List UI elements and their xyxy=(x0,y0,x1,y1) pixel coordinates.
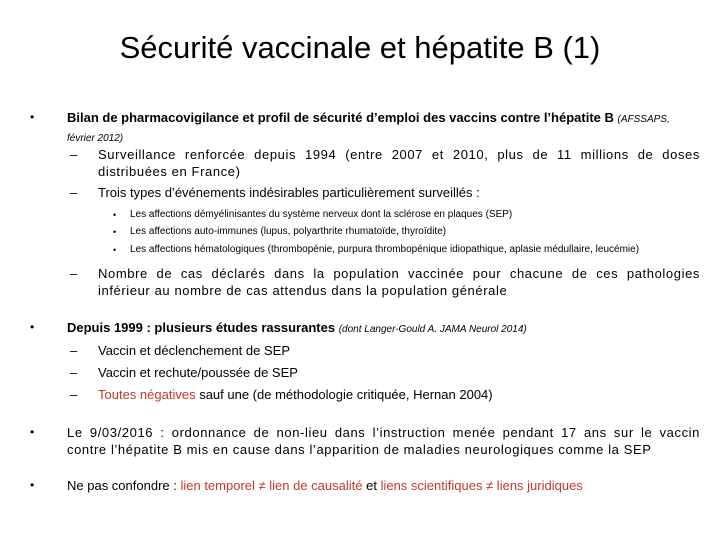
list-item xyxy=(113,243,700,257)
bullet-marker: • xyxy=(30,320,35,334)
bullet-3-text xyxy=(67,424,700,458)
bullet-2-text xyxy=(67,319,700,338)
dash-marker: – xyxy=(70,387,78,402)
bullet-1-source-date: février 2012) xyxy=(67,133,124,144)
page-title: Sécurité vaccinale et hépatite B (1) xyxy=(119,30,601,65)
bullet-2-sub-3 xyxy=(70,386,700,403)
bullet-1-source: (AFSSAPS, xyxy=(617,114,670,125)
dash-marker: – xyxy=(70,185,78,200)
dash-marker: – xyxy=(70,266,78,281)
bullet-4-text xyxy=(67,477,700,494)
bullet-1-sub-1 xyxy=(70,146,700,180)
bullet-4-mid: et xyxy=(362,478,381,493)
bullet-marker: • xyxy=(113,245,117,255)
bullet-2-sub-3-red: Toutes négatives xyxy=(98,387,196,402)
dash-marker: – xyxy=(70,343,78,358)
bullet-1-sub-1-text: Surveillance renforcée depuis 1994 (entre 2007 et 2010, plus de 11 millions de doses distribuées en France) xyxy=(98,147,700,179)
list-item-text: Les affections auto-immunes (lupus, polyarthrite rhumatoïde, thyroïdite) xyxy=(130,226,447,237)
bullet-4-prefix: Ne pas confondre : xyxy=(67,478,181,493)
bullet-1-sub-3 xyxy=(70,265,700,299)
list-item xyxy=(113,208,700,222)
bullet-2-sub-1-text: Vaccin et déclenchement de SEP xyxy=(98,343,290,358)
bullet-marker: • xyxy=(113,227,117,237)
bullet-1-sub-2-text: Trois types d’événements indésirables particulièrement surveillés : xyxy=(98,185,480,200)
bullet-2-source: (dont Langer-Gould A. JAMA Neurol 2014) xyxy=(338,324,527,335)
dash-marker: – xyxy=(70,365,78,380)
bullet-4-red-1: lien temporel ≠ lien de causalité xyxy=(180,478,363,493)
bullet-1-sub-3-text: Nombre de cas déclarés dans la population vaccinée pour chacune de ces pathologies inférieur au nombre de cas attendus dans la population générale xyxy=(98,266,700,298)
list-item xyxy=(113,225,700,239)
list-item-text: Les affections hématologiques (thrombopénie, purpura thrombopénique idiopathique, aplasie médullaire, leucémie) xyxy=(130,244,640,255)
bullet-2-sub-2-text: Vaccin et rechute/poussée de SEP xyxy=(98,365,298,380)
bullet-marker: • xyxy=(30,110,35,124)
bullet-1-text xyxy=(67,109,700,147)
bullet-2-bold: Depuis 1999 : plusieurs études rassurantes xyxy=(67,320,336,335)
bullet-marker: • xyxy=(30,425,35,439)
bullet-2-sub-2 xyxy=(70,364,700,381)
bullet-1-sub-2 xyxy=(70,184,700,201)
bullet-2-sub-1 xyxy=(70,342,700,359)
list-item-text: Les affections démyélinisantes du système nerveux dont la sclérose en plaques (SEP) xyxy=(130,209,513,220)
bullet-1-bold: Bilan de pharmacovigilance et profil de sécurité d’emploi des vaccins contre l’hépatite B xyxy=(67,110,614,125)
bullet-4-red-2: liens scientifiques ≠ liens juridiques xyxy=(380,478,583,493)
bullet-marker: • xyxy=(30,478,35,492)
bullet-2-sub-3-rest: sauf une (de méthodologie critiquée, Hernan 2004) xyxy=(195,387,493,402)
dash-marker: – xyxy=(70,147,78,162)
bullet-marker: • xyxy=(113,210,117,220)
bullet-3-content: Le 9/03/2016 : ordonnance de non-lieu dans l’instruction menée pendant 17 ans sur le vaccin contre l’hépatite B mis en cause dans l’apparition de maladies neurologiques comme la SEP xyxy=(67,425,700,457)
